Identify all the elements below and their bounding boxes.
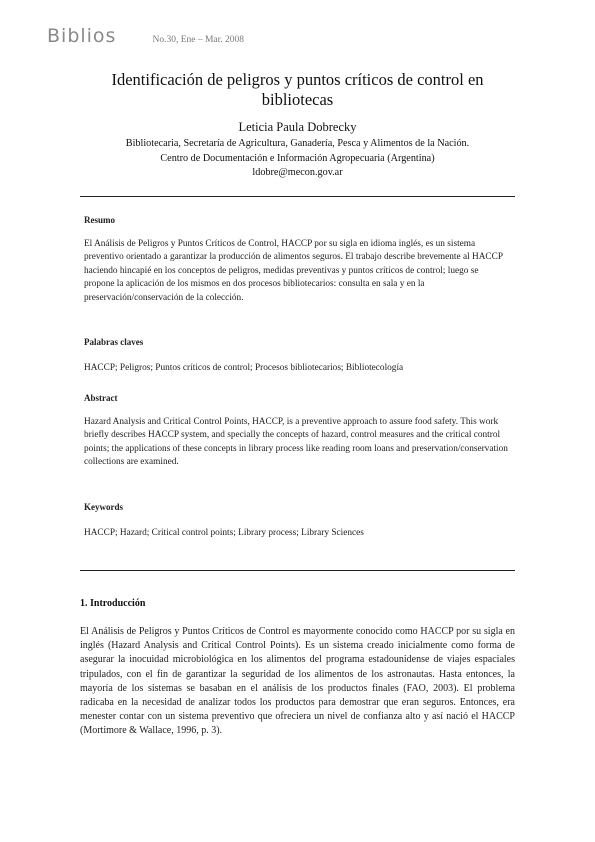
author-name: Leticia Paula Dobrecky: [238, 120, 357, 134]
abstract-text: Hazard Analysis and Critical Control Points, HACCP, is a preventive approach to assure food safety. This work briefly describes HACCP system, and specially the concepts of hazard, control measures and the critical control points; the applications of these concepts in library process like reading room loans and preservation/conservation collections are examined.: [84, 416, 508, 467]
article-title: Identificación de peligros y puntos críticos de control en bibliotecas: [111, 70, 484, 109]
resumen-heading: Resumo: [84, 215, 115, 225]
abstract-top-rule: [80, 196, 515, 197]
journal-header: [47, 25, 555, 51]
issue-number: No.30, Ene – Mar. 2008: [152, 35, 245, 45]
palabras-section: [84, 336, 511, 375]
resumen-text: El Análisis de Peligros y Puntos Críticos de Control, HACCP por su sigla en idioma inglés, es un sistema preventivo orientado a garantizar la producción de alimentos seguros. El trabajo describe brevemente al HACCP haciendo hincapié en los conceptos de peligros, medidas preventivas y puntos críticos de control; luego se propone la aplicación de los mismos en dos procesos bibliotecarios: consulta en sala y en la preservación/conservación de la colección.: [84, 238, 503, 303]
keywords-section: [84, 501, 511, 540]
abstract-heading: Abstract: [84, 393, 118, 403]
palabras-text: HACCP; Peligros; Puntos críticos de control; Procesos bibliotecarios; Bibliotecología: [84, 362, 404, 373]
affiliation-line-1: Bibliotecaria, Secretaría de Agricultura, Ganadería, Pesca y Alimentos de la Nación.: [125, 138, 470, 149]
keywords-text: HACCP; Hazard; Critical control points; Library process; Library Sciences: [84, 527, 364, 538]
author-affiliation: [60, 137, 535, 181]
author-email[interactable]: ldobre@mecon.gov.ar: [252, 167, 343, 178]
abstract-section: [84, 392, 511, 470]
palabras-heading: Palabras claves: [84, 337, 144, 347]
journal-logo: Biblios: [47, 25, 117, 47]
resumen-section: [84, 214, 511, 305]
keywords-heading: Keywords: [84, 502, 123, 512]
affiliation-line-2: Centro de Documentación e Información Agropecuaria (Argentina): [160, 152, 435, 164]
section-heading-intro: 1. Introducción: [80, 598, 146, 609]
abstract-bottom-rule: [80, 570, 515, 571]
intro-paragraph: El Análisis de Peligros y Puntos Críticos de Control es mayormente conocido como HACCP por su sigla en inglés (Hazard Analysis and Critical Control Points). Es un sistema creado inicialmente como forma de asegurar la inocuidad microbiológica en los alimentos del programa estadounidense de viajes espaciales tripulados, con el fin de garantizar la seguridad de los alimentos de los astronautas. Hasta entonces, la mayoría de los sistemas se basaban en el análisis de los productos finales (FAO, 2003). El problema radicaba en la necesidad de analizar todos los productos para demostrar que eran seguros. Entonces, era menester contar con un sistema preventivo que ofreciera un nivel de confianza alto y así nació el HACCP (Mortimore & Wallace, 1996, p. 3).: [80, 626, 515, 737]
